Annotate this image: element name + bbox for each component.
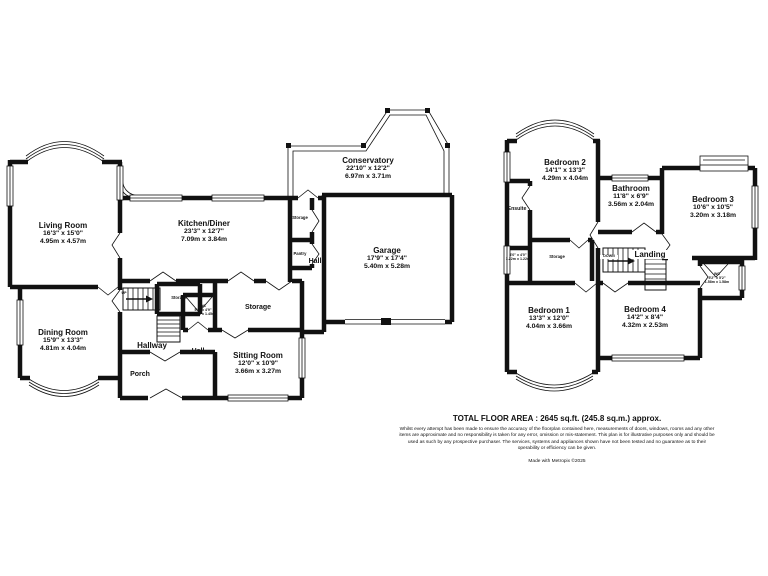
room-dim-imperial: 23'3" x 12'7" (184, 228, 224, 236)
room-label-living-room (8, 221, 118, 246)
room-name: Living Room (38, 221, 88, 230)
room-dim-imperial: 5'3" x 4'9" (194, 307, 212, 312)
room-name: WC (200, 304, 206, 308)
room-dim-metric: 3.56m x 2.04m (607, 201, 655, 209)
room-dim-imperial: 5'2" x 5'2" (708, 275, 726, 280)
room-name: Bedroom 3 (692, 195, 734, 204)
room-label-bedroom-3 (658, 195, 768, 220)
label-landing: Landing (634, 250, 666, 259)
room-dim-imperial: 10'6" x 10'5" (693, 204, 733, 212)
label-ensuite: Ensuite (507, 206, 527, 212)
total-floor-area: TOTAL FLOOR AREA : 2645 sq.ft. (245.8 sq.m.) approx. (452, 414, 662, 423)
label-porch: Porch (130, 371, 150, 378)
garage-door (345, 318, 445, 325)
room-dim-metric: 4.95m x 4.57m (39, 238, 87, 246)
room-label-cupboard (498, 254, 538, 262)
room-label-bedroom-1 (494, 306, 604, 331)
label-hallway: Hallway (137, 341, 167, 350)
room-dim-metric: 4.29m x 4.04m (541, 175, 589, 183)
room-name: Sitting Room (233, 351, 283, 360)
room-dim-metric: 5.40m x 5.28m (363, 263, 411, 271)
room-label-dining-room (8, 328, 118, 353)
bay-window-dining (29, 379, 99, 397)
disclaimer-text: Whilst every attempt has been made to ensure the accuracy of the floorplan contained here, measurements of doors, windows, rooms and any other items are approximate and no responsibility is taken for any error, omission or mis-statement. This plan is for illustrative purposes only and should be used as such by any prospective purchaser. The services, systems and appliances shown have not been tested and no guarantee as to their operability or efficiency can be given. (399, 427, 715, 452)
room-label-wc-first (687, 273, 747, 285)
room-dim-metric: 1.58m x 1.58m (704, 279, 730, 284)
room-label-garage (332, 246, 442, 271)
bay-window-bedroom1 (516, 373, 593, 391)
room-dim-imperial: 17'9" x 17'4" (367, 255, 407, 263)
metropix-credit: Made with Metropix ©2025 (528, 459, 586, 464)
room-dim-imperial: 15'9" x 13'3" (43, 337, 83, 345)
label-hall-front: Hall (191, 348, 205, 355)
room-name: Bedroom 2 (544, 158, 586, 167)
room-name: Bedroom 4 (624, 305, 666, 314)
room-dim-imperial: 4'0" x 4'0" (509, 253, 527, 257)
room-name: Kitchen/Diner (177, 219, 230, 228)
room-dim-imperial: 12'0" x 10'9" (238, 360, 278, 368)
room-name: Garage (373, 246, 401, 255)
room-dim-metric: 4.81m x 4.04m (39, 345, 87, 353)
room-name: Conservatory (342, 156, 394, 165)
label-pantry: Pantry (293, 251, 307, 256)
label-stairs-up: UP (121, 291, 127, 295)
room-dim-metric: 1.60m x 1.45m (190, 311, 216, 316)
room-name: WC (714, 272, 720, 276)
room-dim-metric: 6.97m x 3.71m (344, 173, 392, 181)
room-name: Bedroom 1 (528, 306, 570, 315)
room-label-bedroom-4 (590, 305, 700, 330)
room-dim-imperial: 14'2" x 8'4" (626, 314, 664, 322)
room-dim-metric: 7.09m x 3.84m (180, 236, 228, 244)
room-dim-metric: 3.66m x 3.27m (234, 368, 282, 376)
conservatory-glass-walls (120, 108, 450, 198)
label-storage-first: Storage (549, 254, 565, 259)
room-name: Bathroom (612, 184, 650, 193)
label-storage-closet: Storage (171, 295, 187, 300)
room-label-bedroom-2 (510, 158, 620, 183)
room-label-wc-ground (173, 305, 233, 317)
label-storage-room: Storage (244, 304, 272, 311)
room-label-sitting-room (203, 351, 313, 376)
room-dim-imperial: 11'8" x 6'9" (613, 193, 649, 201)
room-dim-metric: 1.22m x 1.22m (505, 256, 531, 261)
room-dim-imperial: 14'1" x 13'3" (545, 167, 585, 175)
bay-window-bedroom2 (516, 120, 594, 140)
room-dim-metric: 4.04m x 3.66m (525, 323, 573, 331)
label-stairs-down: DOWN (600, 255, 618, 259)
room-label-kitchen-diner (149, 219, 259, 244)
room-dim-imperial: 16'3" x 15'0" (43, 230, 83, 238)
bay-window-living (26, 142, 104, 163)
room-dim-imperial: 22'10" x 12'2" (346, 165, 390, 173)
room-label-conservatory (313, 156, 423, 181)
room-dim-metric: 3.20m x 3.18m (689, 212, 737, 220)
room-dim-imperial: 13'3" x 12'0" (529, 315, 569, 323)
room-dim-metric: 4.32m x 2.53m (621, 322, 669, 330)
room-name: Dining Room (38, 328, 88, 337)
label-storage-corridor: Storage (292, 215, 308, 220)
label-hall-side: Hall (308, 258, 322, 265)
